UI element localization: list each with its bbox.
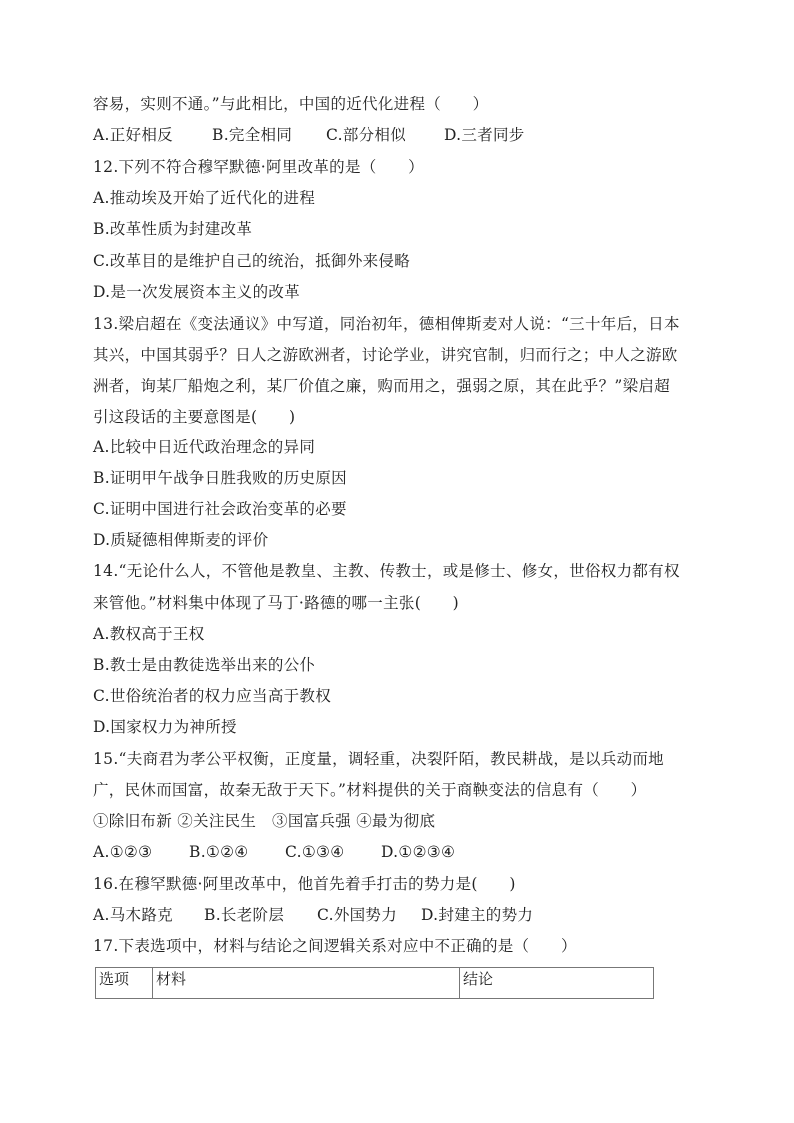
q16-option-d: D.封建主的势力 xyxy=(421,906,534,924)
q15-option-a: A.①②③ xyxy=(93,843,153,861)
table-header-option: 选项 xyxy=(96,968,153,999)
q11-options xyxy=(93,125,525,145)
q12-stem: 12.下列不符合穆罕默德·阿里改革的是（ ） xyxy=(93,158,424,176)
q15-stem-line-1: 15.“夫商君为孝公平权衡，正度量，调轻重，决裂阡陌，教民耕战，是以兵动而地 xyxy=(93,750,664,768)
q14-option-c: C.世俗统治者的权力应当高于教权 xyxy=(93,687,332,705)
table-header-conclusion: 结论 xyxy=(460,968,654,999)
q13-stem-line-4: 引这段话的主要意图是( ) xyxy=(93,408,296,426)
q16-option-a: A.马木路克 xyxy=(93,906,173,924)
q15-statements: ①除旧布新 ②关注民生 ③国富兵强 ④最为彻底 xyxy=(93,812,436,830)
table-header-row xyxy=(96,968,654,999)
q12-option-a: A.推动埃及开始了近代化的进程 xyxy=(93,189,316,207)
q12-option-b: B.改革性质为封建改革 xyxy=(93,220,253,238)
q14-option-a: A.教权高于王权 xyxy=(93,625,205,643)
q17-stem: 17.下表选项中，材料与结论之间逻辑关系对应中不正确的是（ ） xyxy=(93,937,577,955)
q13-option-a: A.比较中日近代政治理念的异同 xyxy=(93,438,316,456)
q11-option-b: B.完全相同 xyxy=(212,126,293,144)
q16-stem: 16.在穆罕默德·阿里改革中，他首先着手打击的势力是( ) xyxy=(93,875,516,893)
q16-option-c: C.外国势力 xyxy=(317,906,398,924)
table-header-material: 材料 xyxy=(153,968,460,999)
q15-stem-line-2: 广，民休而国富，故秦无敌于天下。”材料提供的关于商鞅变法的信息有（ ） xyxy=(93,781,647,799)
q13-stem-line-1: 13.梁启超在《变法通议》中写道，同治初年，德相俾斯麦对人说：“三十年后，日本 xyxy=(93,315,680,333)
q13-stem-line-2: 其兴，中国其弱乎？日人之游欧洲者，讨论学业，讲究官制，归而行之；中人之游欧 xyxy=(93,346,678,364)
q14-option-d: D.国家权力为神所授 xyxy=(93,718,237,736)
q11-option-d: D.三者同步 xyxy=(444,126,525,144)
q14-option-b: B.教士是由教徒选举出来的公仆 xyxy=(93,656,316,674)
q12-option-c: C.改革目的是维护自己的统治，抵御外来侵略 xyxy=(93,252,411,270)
q13-option-c: C.证明中国进行社会政治变革的必要 xyxy=(93,500,347,518)
q15-option-d: D.①②③④ xyxy=(381,843,456,861)
q16-options xyxy=(93,905,533,925)
q13-option-d: D.质疑德相俾斯麦的评价 xyxy=(93,531,269,549)
q15-options xyxy=(93,842,455,862)
q12-option-d: D.是一次发展资本主义的改革 xyxy=(93,283,301,301)
q11-option-a: A.正好相反 xyxy=(93,126,173,144)
q15-option-b: B.①②④ xyxy=(189,843,249,861)
q11-stem-tail: 容易，实则不通。”与此相比，中国的近代化进程（ ） xyxy=(93,95,489,113)
q14-stem-line-1: 14.“无论什么人，不管他是教皇、主教、传教士，或是修士、修女，世俗权力都有权 xyxy=(93,562,680,580)
q11-option-c: C.部分相似 xyxy=(326,126,407,144)
q16-option-b: B.长老阶层 xyxy=(204,906,285,924)
q15-option-c: C.①③④ xyxy=(285,843,345,861)
q13-stem-line-3: 洲者，询某厂船炮之利，某厂价值之廉，购而用之，强弱之原，其在此乎？”梁启超 xyxy=(93,377,671,395)
q14-stem-line-2: 来管他。”材料集中体现了马丁·路德的哪一主张( ) xyxy=(93,594,459,612)
q17-table xyxy=(95,967,654,999)
q13-option-b: B.证明甲午战争日胜我败的历史原因 xyxy=(93,469,347,487)
